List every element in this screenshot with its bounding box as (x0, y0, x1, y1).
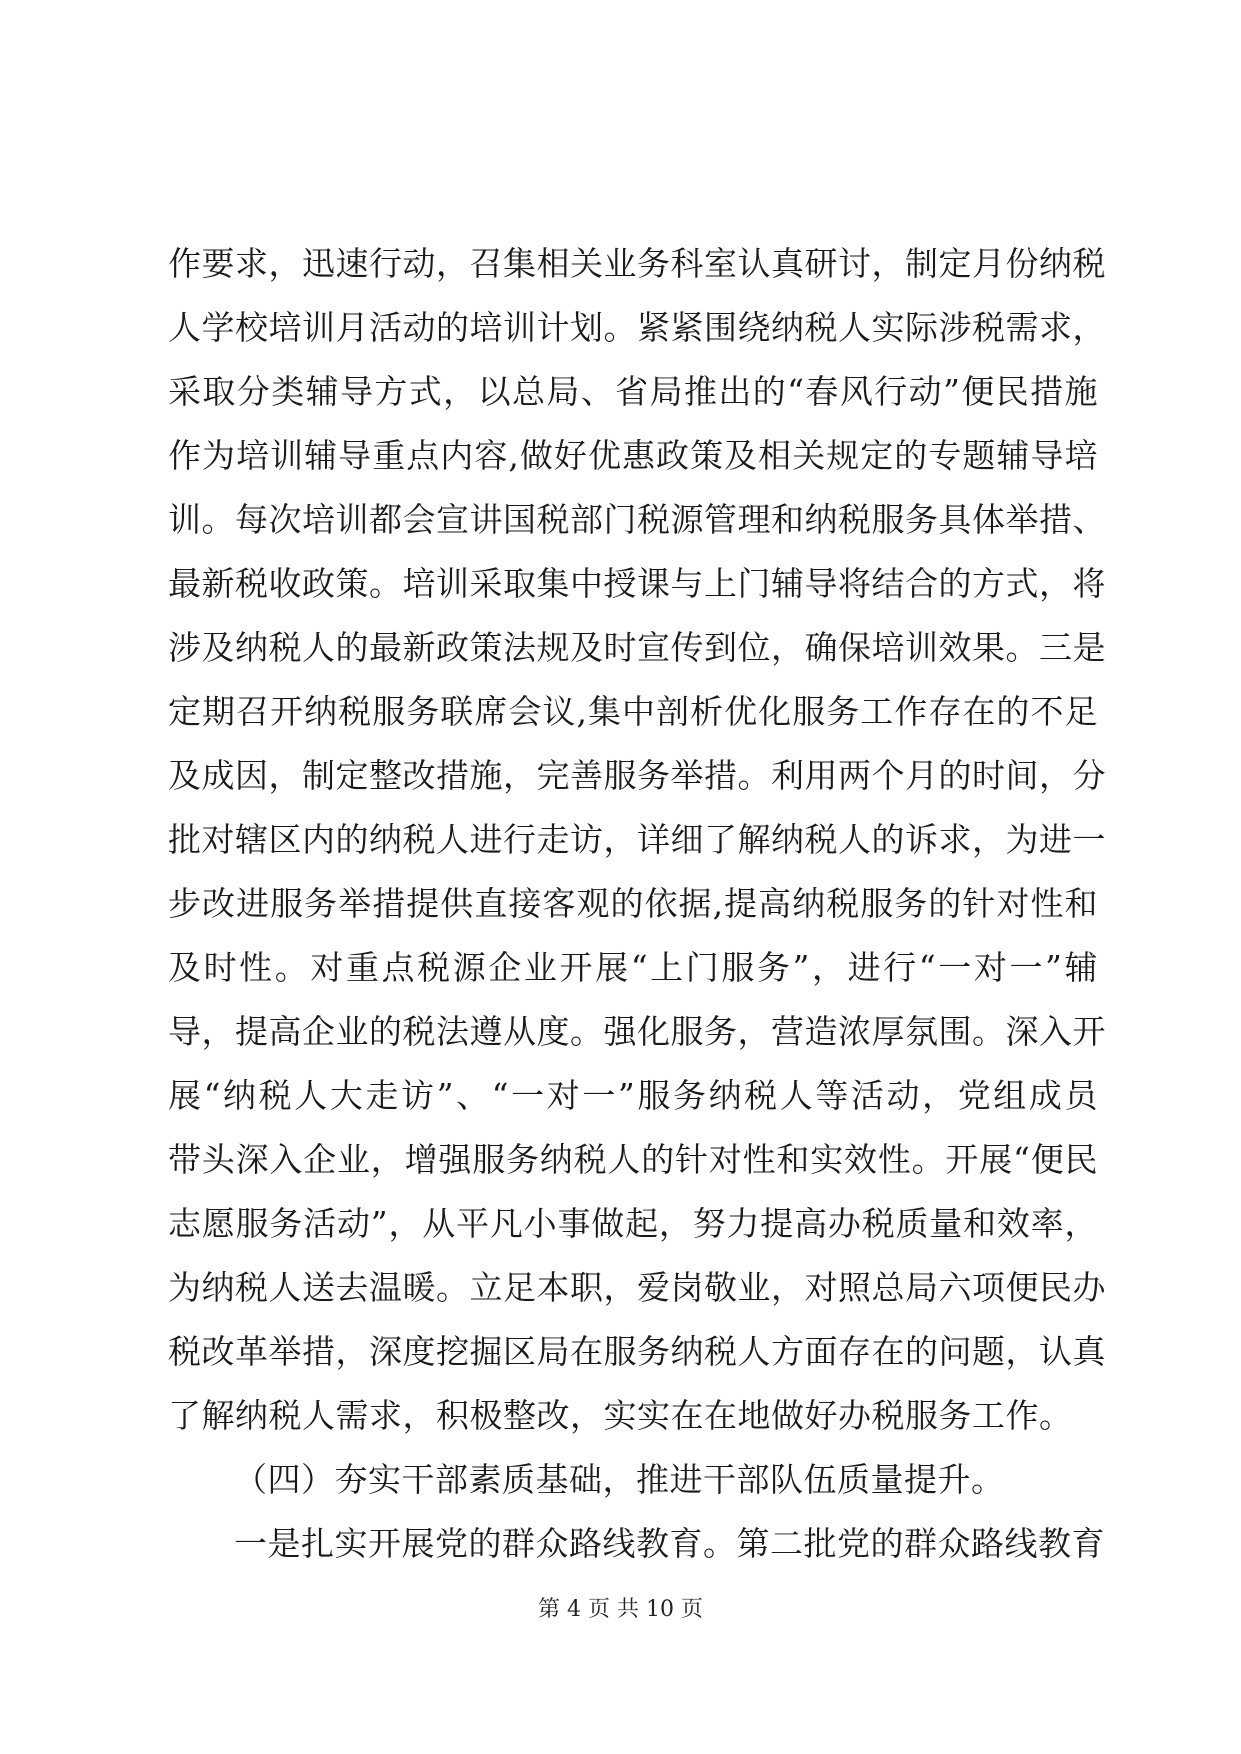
text-line: 训。每次培训都会宣讲国税部门税源管理和纳税服务具体举措、 (168, 500, 1106, 539)
text-line: 一是扎实开展党的群众路线教育。第二批党的群众路线教育 (234, 1524, 1105, 1563)
body-text (168, 232, 1106, 1576)
text-line: 批对辖区内的纳税人进行走访，详细了解纳税人的诉求，为进一 (168, 820, 1106, 859)
text-line: 最新税收政策。培训采取集中授课与上门辅导将结合的方式，将 (168, 564, 1106, 603)
page-number-footer: 第 4 页 共 10 页 (538, 1597, 703, 1622)
text-line: 及时性。对重点税源企业开展“上门服务”，进行“一对一”辅 (168, 948, 1098, 987)
text-line: 步改进服务举措提供直接客观的依据,提高纳税服务的针对性和 (168, 884, 1098, 923)
text-line: 展“纳税人大走访”、“一对一”服务纳税人等活动，党组成员 (168, 1076, 1098, 1115)
text-line: 志愿服务活动”，从平凡小事做起，努力提高办税质量和效率， (168, 1204, 1098, 1243)
text-line: 导，提高企业的税法遵从度。强化服务，营造浓厚氛围。深入开 (168, 1012, 1106, 1051)
text-line: 作为培训辅导重点内容,做好优惠政策及相关规定的专题辅导培 (168, 436, 1098, 475)
text-line: 采取分类辅导方式，以总局、省局推出的“春风行动”便民措施 (168, 372, 1098, 411)
text-line: 为纳税人送去温暖。立足本职，爱岗敬业，对照总局六项便民办 (168, 1268, 1106, 1307)
text-line: 及成因，制定整改措施，完善服务举措。利用两个月的时间，分 (168, 756, 1106, 795)
text-line: 了解纳税人需求，积极整改，实实在在地做好办税服务工作。 (168, 1396, 1073, 1435)
text-line: 涉及纳税人的最新政策法规及时宣传到位，确保培训效果。三是 (168, 628, 1106, 667)
text-line: 作要求，迅速行动，召集相关业务科室认真研讨，制定月份纳税 (168, 244, 1106, 283)
text-line: 人学校培训月活动的培训计划。紧紧围绕纳税人实际涉税需求， (168, 308, 1106, 347)
text-line: 带头深入企业，增强服务纳税人的针对性和实效性。开展“便民 (168, 1140, 1098, 1179)
section-heading: （四）夯实干部素质基础，推进干部队伍质量提升。 (234, 1460, 1005, 1499)
text-line: 税改革举措，深度挖掘区局在服务纳税人方面存在的问题，认真 (168, 1332, 1106, 1371)
text-line: 定期召开纳税服务联席会议,集中剖析优化服务工作存在的不足 (168, 692, 1098, 731)
